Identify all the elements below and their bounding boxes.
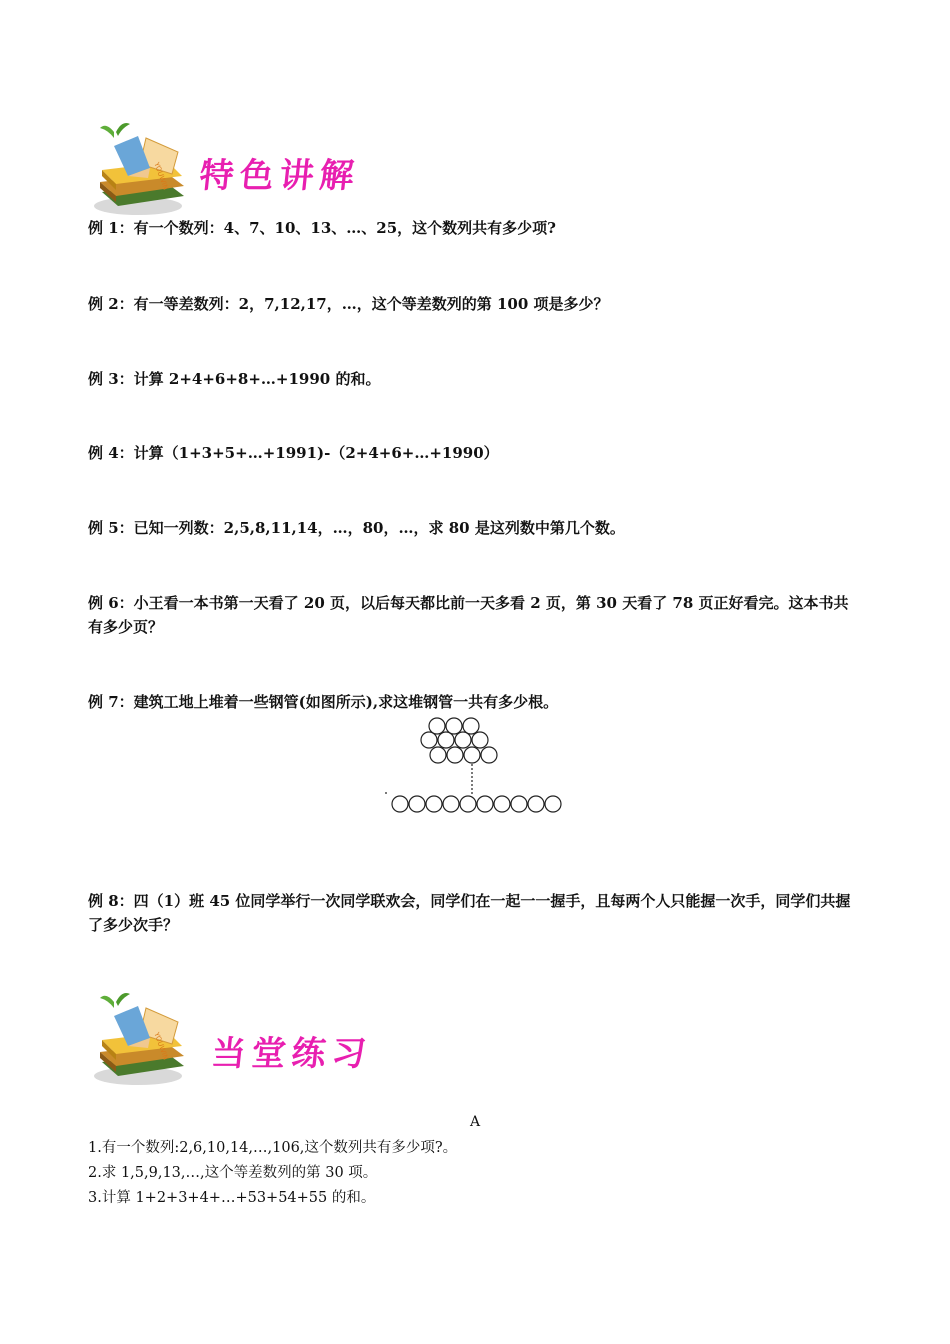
example-6 <box>88 591 863 639</box>
practice-group-label: A <box>469 1114 481 1130</box>
svg-text:YOUWIN: YOUWIN <box>152 161 170 192</box>
example-text: 计算 2+4+6+8+…+1990 的和。 <box>133 370 381 388</box>
pipe <box>443 796 459 812</box>
books-pencil-icon <box>88 988 198 1088</box>
example-label: 例 4： <box>88 444 134 462</box>
example-3 <box>88 367 863 391</box>
example-label: 例 1： <box>88 219 134 237</box>
pipe <box>477 796 493 812</box>
example-4 <box>88 441 863 465</box>
example-label: 例 8： <box>88 892 134 910</box>
pipe <box>409 796 425 812</box>
pipe <box>421 732 437 748</box>
featured-title: 特色讲解 <box>197 156 362 196</box>
example-1 <box>88 216 863 240</box>
pipe <box>472 732 488 748</box>
practice-item-2: 2.求 1,5,9,13,…,这个等差数列的第 30 项。 <box>88 1165 378 1181</box>
pipe <box>545 796 561 812</box>
example-8 <box>88 889 863 937</box>
example-label: 例 7： <box>88 693 134 711</box>
example-7 <box>88 690 863 714</box>
books-pencil-icon <box>88 118 198 218</box>
example-text: 有一个数列：4、7、10、13、…、25，这个数列共有多少项? <box>133 219 556 237</box>
practice-item-1: 1.有一个数列:2,6,10,14,…,106,这个数列共有多少项?。 <box>88 1140 458 1156</box>
svg-text:YOUWIN: YOUWIN <box>152 1031 170 1062</box>
pipe <box>438 732 454 748</box>
pipe <box>429 718 445 734</box>
example-2 <box>88 292 863 316</box>
example-label: 例 6： <box>88 594 134 612</box>
pipe-stack-figure <box>380 712 570 822</box>
pipe <box>464 747 480 763</box>
featured-banner <box>88 118 408 228</box>
practice-title: 当堂练习 <box>209 1034 374 1074</box>
pipe <box>494 796 510 812</box>
example-text: 小王看一本书第一天看了 20 页，以后每天都比前一天多看 2 页，第 30 天看了 78 页正好看完。这本书共有多少页？ <box>88 594 849 636</box>
pipe <box>446 718 462 734</box>
example-label: 例 3： <box>88 370 134 388</box>
practice-banner <box>88 988 408 1098</box>
pipe <box>528 796 544 812</box>
pipe <box>511 796 527 812</box>
pipe <box>460 796 476 812</box>
pipe <box>481 747 497 763</box>
practice-item-3: 3.计算 1+2+3+4+…+53+54+55 的和。 <box>88 1190 376 1206</box>
pipe <box>392 796 408 812</box>
example-text: 已知一列数：2,5,8,11,14，…，80，…，求 80 是这列数中第几个数。 <box>133 519 625 537</box>
example-text: 四（1）班 45 位同学举行一次同学联欢会，同学们在一起一一握手，且每两个人只能握一次手，同学们共握了多少次手？ <box>88 892 851 934</box>
example-label: 例 5： <box>88 519 134 537</box>
pipe <box>463 718 479 734</box>
example-text: 建筑工地上堆着一些钢管(如图所示),求这堆钢管一共有多少根。 <box>133 693 559 711</box>
example-5 <box>88 516 863 540</box>
pipe <box>430 747 446 763</box>
example-label: 例 2： <box>88 295 134 313</box>
pipe <box>426 796 442 812</box>
pipe <box>455 732 471 748</box>
example-text: 有一等差数列：2，7,12,17，…，这个等差数列的第 100 项是多少？ <box>133 295 609 313</box>
example-text: 计算（1+3+5+…+1991)-（2+4+6+…+1990） <box>133 444 499 462</box>
pipe <box>447 747 463 763</box>
